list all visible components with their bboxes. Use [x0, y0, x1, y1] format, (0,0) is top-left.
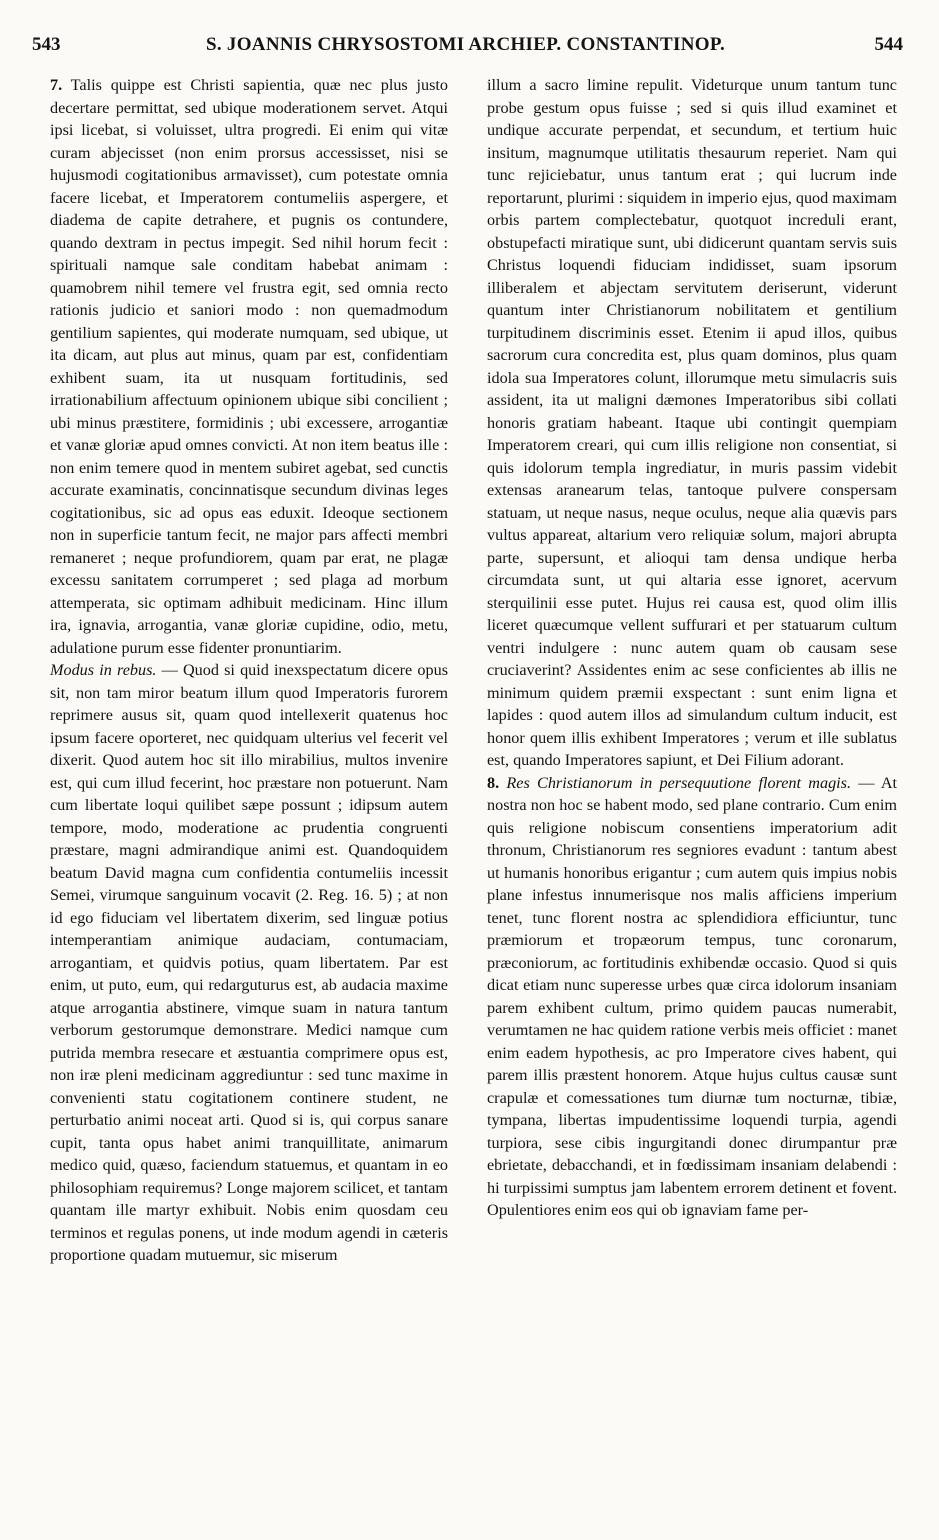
right-column — [487, 74, 897, 1222]
running-title: S. JOANNIS CHRYSOSTOMI ARCHIEP. CONSTANTINOP. — [205, 34, 726, 55]
running-header — [28, 34, 903, 64]
paragraph-text: — Quod si quid inexspectatum dicere opus sit, non tam miror beatum illum quod Imperatoris furorem reprimere ausus sit, quam quod intellexerit quatenus hoc ipsum facere oporteret, nec quidquam ulterius vel fecerit vel dixerit. Quod autem hoc sit illo mirabilius, multos invenire est, qui cum illud fecerint, hoc præstare non potuerunt. Nam cum libertate loqui quilibet sæpe possunt ; idipsum autem tempore, modo, moderatione ac prudentia congruenti præstare, magni admirandique animi est. Quandoquidem beatum David magna cum confidentia contumeliis incessit Semei, virumque sanguinum vocavit (2. Reg. 16. 5) ; at non id ego fiduciam vel libertatem dixerim, sed linguæ potius intemperantiam animique audaciam, contumaciam, arrogantiam, et quidvis potius, quam libertatem. Par est enim, ut puto, eum, qui redarguturus est, ab audacia maxime atque arrogantia abstinere, vimque suam in natura tantum verborum gestorumque demonstrare. Medici namque cum putrida membra resecare et æstuantia comprimere opus est, non iræ pleni medicinam aggrediuntur : sed tunc maxime in convenienti statu cogitationem continere student, ne perturbatio animi noceat arti. Quod si is, qui corpus sanare cupit, tanta opus habet animi tranquillitate, animarum medico quid, quæso, faciendum statuemus, et quantam in eo philosophiam requiremus? Longe majorem scilicet, et tantam quantam ille martyr exhibuit. Nobis enim quosdam ceu terminos et regulas ponens, ut inde modum agendi in cæteris proportione quadam mutuemur, sic miserum — [50, 661, 448, 1264]
paragraph-7 — [50, 74, 448, 659]
paragraph-8 — [487, 772, 897, 1222]
paragraph-continued — [487, 74, 897, 772]
paragraph-text: Talis quippe est Christi sapientia, quæ nec plus justo decertare permittat, sed ubique moderationem servet. Atqui ipsi licebat, si voluisset, ultra progredi. Ei enim qui vitæ curam abjecisset (non enim prorsus accessisset, nisi se hujusmodi cogitationibus armavisset), cum potestate omnia facere licebat, et Imperatorem contumeliis aspergere, et diadema de capite detrahere, et pugnis os contundere, quando dextram in pectus impegit. Sed nihil horum fecit : spirituali namque sale conditam habebat animam : quamobrem nihil temere vel frustra egit, sed omnia recto rationis judicio et saniori modo : non quemadmodum gentilium sapientes, qui moderate numquam, sed ubique, ut ita dicam, aut plus aut minus, quam par est, confidentiam exhibent suam, ita ut nusquam fortitudinis, sed irrationabilium affectuum opinionem ubique sibi concilient ; ubi minus præstitere, formidinis ; ubi excessere, arrogantiæ et vanæ gloriæ apud omnes convicti. At non item beatus ille : non enim temere quod in mentem subiret agebat, sed cunctis accurate examinatis, concinnatisque secundum divinas leges cogitationibus, sic ad opus eas eduxit. Ideoque sectionem non in superficie tantum fecit, ne major pars affecti membri remaneret ; neque profundiorem, quam par erat, ne plagæ excessu sanitatem corrumperet ; sed plaga ad morbum attemperata, sic optimam adhibuit medicinam. Hinc illum ira, ignavia, arrogantia, vanæ gloriæ cupidine, odio, metu, adulatione purum esse fidenter pronuntiarim. — [50, 76, 449, 657]
page-number-right: 544 — [874, 34, 903, 55]
section-heading: Modus in rebus. — [50, 661, 157, 679]
section-number: 7. — [50, 76, 63, 94]
paragraph-text: — At nostra non hoc se habent modo, sed plane contrario. Cum enim quis religione nobiscum consentiens imperatorium adit thronum, Christianorum res segniores evadunt : tantum abest ut humanis honoribus erigantur ; cum autem quis impius nobis plane infestus innumerisque nos malis afficiens imperium tenet, tunc florent nostra ac splendidiora efficiuntur, tunc præmiorum et tropæorum tempus, tunc coronarum, præconiorum, ac fortitudinis exhibendæ occasio. Quod si quis dicat etiam nunc superesse urbes quæ circa idolorum insaniam parem exhibent cultum, primo quidem paucas numerabit, verumtamen ne hac quidem ratione verbis meis officiet : manet enim eadem hypothesis, ac pro Imperatore cives habent, qui parem illis præstent honorem. Atque hujus cultus causæ sunt crapulæ et comessationes tum diurnæ tum nocturnæ, tibiæ, tympana, libertas impudentissime loquendi turpia, agendi turpiora, sese cibis ingurgitandi donec dirumpantur præ ebrietate, debacchandi, et in fœdissimam insaniam delabendi : hi turpissimi sumptus jam labentem errorem detinent et fovent. Opulentiores enim eos qui ob ignaviam fame per- — [487, 773, 898, 1219]
left-column — [50, 74, 448, 1267]
section-heading: Res Christianorum in persequutione florent magis. — [506, 773, 852, 792]
paragraph-modus — [50, 659, 448, 1267]
page-number-left: 543 — [32, 34, 61, 55]
paragraph-text: illum a sacro limine repulit. Videturque unum tantum tunc probe gestum opus fuisse ; sed si quis illud examinet et undique accurate perpendat, et secundum, et tertium huic insitum, magnumque utilitatis thesaurum reperiet. Nam qui tunc rejiciebatur, unus tantum erat ; qui lucrum inde reportarunt, plurimi : siquidem in imperio ejus, quod maximam orbis partem complectebatur, quotquot increduli erant, obstupefacti miratique sunt, ubi didicerunt quantam servis suis Christus loquendi fiduciam indidisset, suam ipsorum illiberalem et abjectam servitutem deriserunt, viderunt quantum inter Christianorum nobilitatem et gentilium turpitudinem discriminis esset. Etenim ii apud illos, quibus sacrorum cura concredita est, plus quam dominos, plus quam idola sua Imperatores colunt, illorumque metu simulacris suis assident, ita ut maligni dæmones Imperatoribus sibi collati honoris gratiam habeant. Itaque ubi contingit quempiam Imperatorem creari, qui cum illis religione non consentiat, si quis idolorum templa ingrediatur, in muris passim videbit extensas aranearum telas, tantoque pulvere conspersam statuam, ut neque nasus, neque oculus, neque alia quævis pars vultus appareat, altarium vero reliquiæ solum, majori abrupta parte, supersunt, et alioqui tam densa undique herba circumdata sunt, ut qui altaria esse ignoret, acervum sterquilinii esse putet. Hujus rei causa est, quod olim illis liceret quæcumque vellent suffurari et per statuarum cultum ventri indulgere : nunc autem quam ob causam sese cruciaverint? Assidentes enim ac sese conficientes ab illis ne minimum quidem præmii exspectant : sunt enim ligna et lapides : quod autem illos ad simulandum cultum inducit, est honor quem illis exhibent Imperatores ; verum et ille sublatus est, quando Imperatores sapiunt, et Dei Filium adorant. — [487, 76, 898, 769]
section-number: 8. — [487, 773, 500, 792]
